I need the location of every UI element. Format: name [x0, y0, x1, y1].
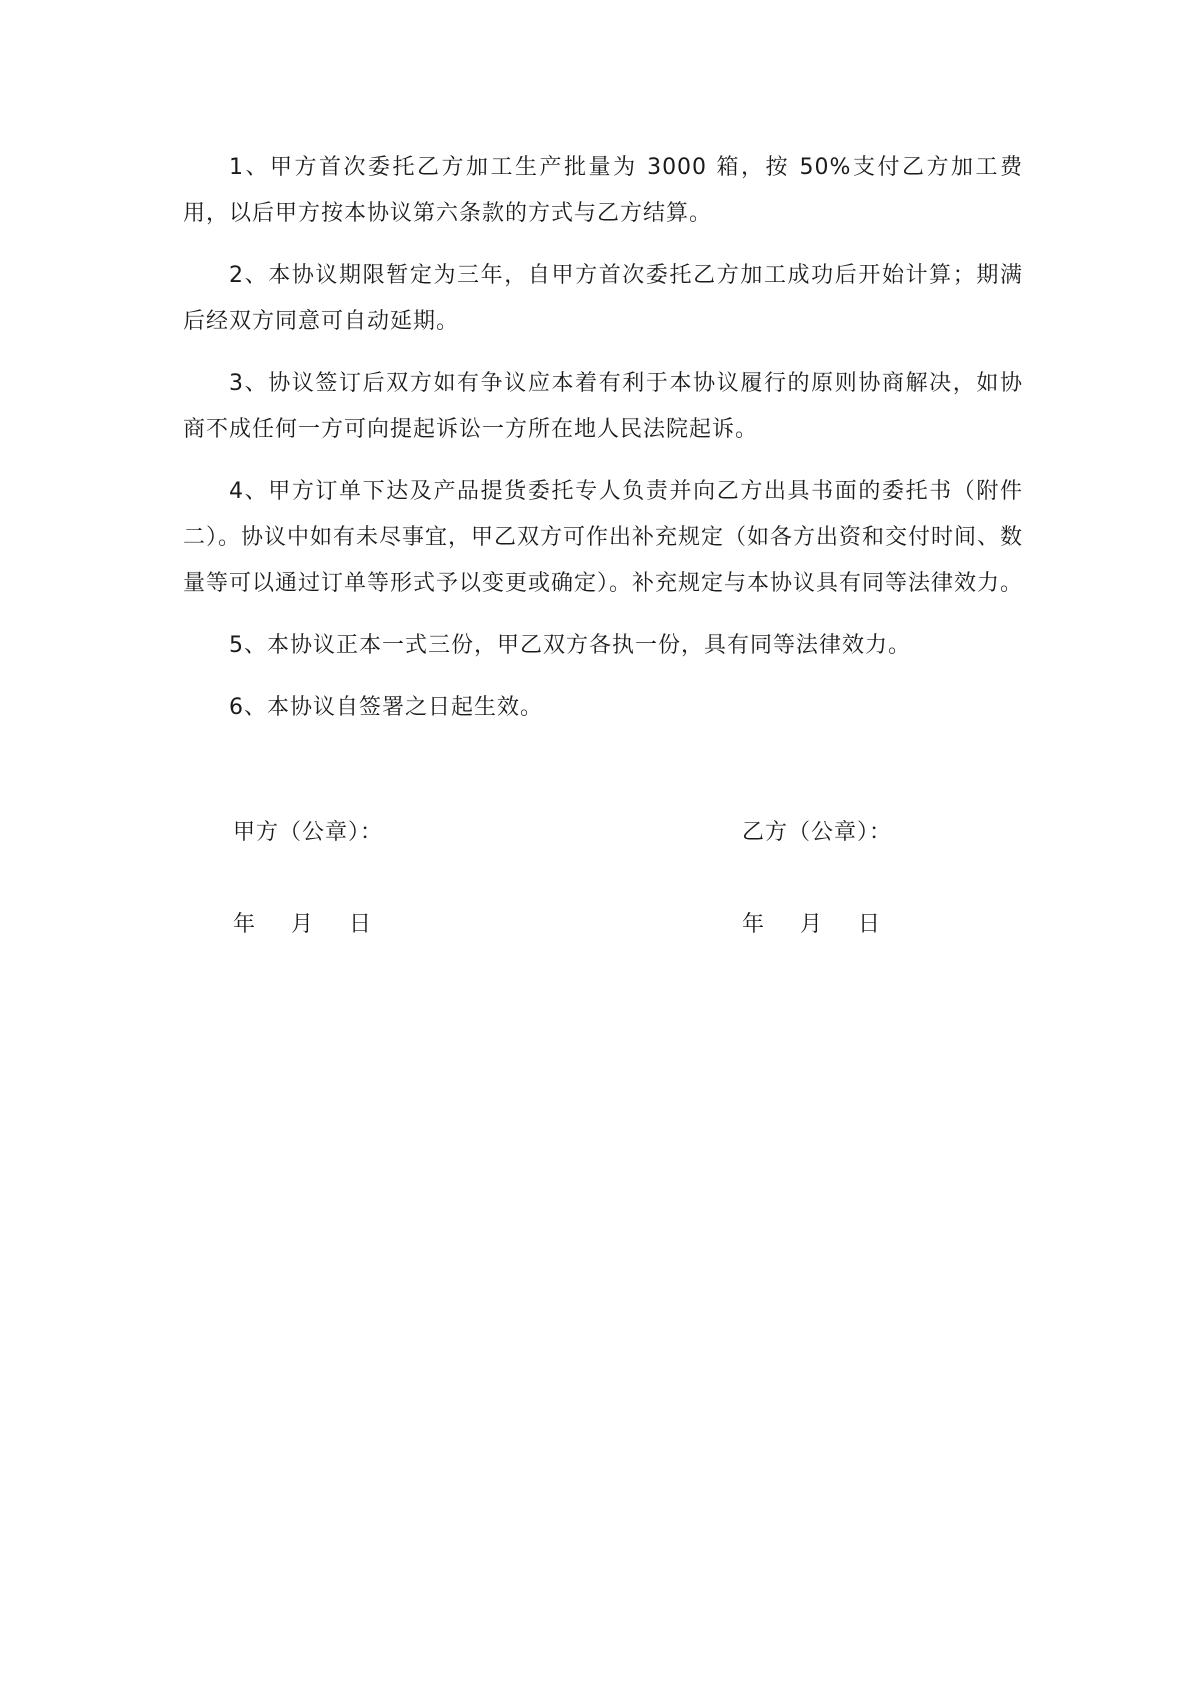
party-b-date: [742, 910, 880, 940]
date-year-label: 年: [233, 912, 256, 937]
date-month-label: 月: [800, 912, 823, 937]
party-b-seal-label: 乙方（公章）：: [742, 820, 893, 845]
clause-5: 5、本协议正本一式三份，甲乙双方各执一份，具有同等法律效力。: [229, 633, 911, 658]
clause-2: 2、本协议期限暂定为三年，自甲方首次委托乙方加工成功后开始计算；期满后经双方同意可自动延期。: [183, 263, 1023, 334]
clause-1: 1、甲方首次委托乙方加工生产批量为 3000 箱，按 50%支付乙方加工费用，以后甲方按本协议第六条款的方式与乙方结算。: [183, 155, 1023, 226]
date-day-label: 日: [349, 912, 372, 937]
agreement-clauses: [183, 145, 1023, 747]
party-a-date: [233, 910, 371, 940]
party-a-seal-label: 甲方（公章）：: [233, 820, 384, 845]
date-year-label: 年: [742, 912, 765, 937]
date-month-label: 月: [291, 912, 314, 937]
clause-4: 4、甲方订单下达及产品提货委托专人负责并向乙方出具书面的委托书（附件二）。协议中如有未尽事宜，甲乙双方可作出补充规定（如各方出资和交付时间、数量等可以通过订单等形式予以变更或确定）。补充规定与本协议具有同等法律效力。: [183, 479, 1024, 596]
clause-3: 3、协议签订后双方如有争议应本着有利于本协议履行的原则协商解决，如协商不成任何一方可向提起诉讼一方所在地人民法院起诉。: [183, 371, 1023, 442]
date-day-label: 日: [858, 912, 881, 937]
clause-6: 6、本协议自签署之日起生效。: [229, 695, 543, 720]
